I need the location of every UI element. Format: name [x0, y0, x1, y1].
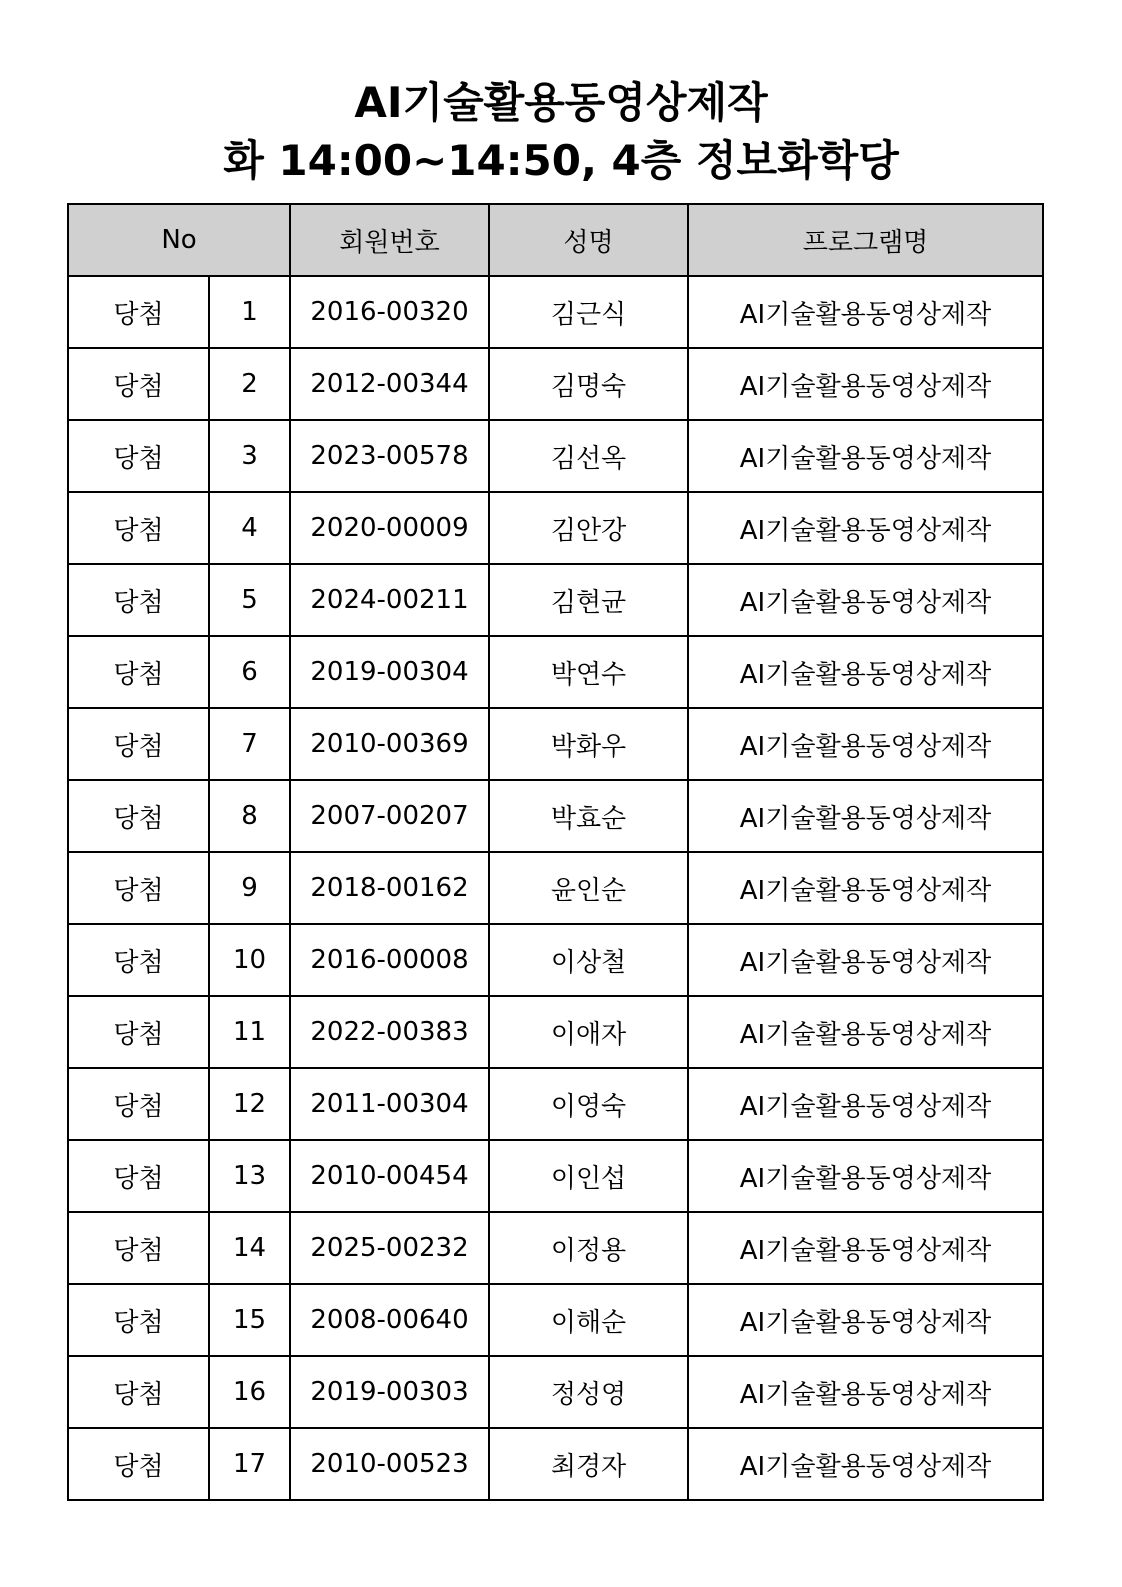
table-row — [68, 276, 1043, 348]
member-id-cell: 2011-00304 — [290, 1068, 489, 1140]
number-cell: 7 — [209, 708, 290, 780]
number-cell: 4 — [209, 492, 290, 564]
table-body — [68, 276, 1043, 1500]
program-cell: AI기술활용동영상제작 — [688, 924, 1043, 996]
table-row — [68, 1428, 1043, 1500]
table-row — [68, 348, 1043, 420]
status-cell: 당첨 — [68, 564, 209, 636]
status-cell: 당첨 — [68, 1428, 209, 1500]
member-id-cell: 2018-00162 — [290, 852, 489, 924]
table-row — [68, 996, 1043, 1068]
member-id-cell: 2010-00369 — [290, 708, 489, 780]
name-cell: 박연수 — [489, 636, 688, 708]
table-row — [68, 1140, 1043, 1212]
member-id-cell: 2024-00211 — [290, 564, 489, 636]
table-header-row — [68, 204, 1043, 276]
member-id-cell: 2007-00207 — [290, 780, 489, 852]
member-id-cell: 2023-00578 — [290, 420, 489, 492]
name-cell: 박화우 — [489, 708, 688, 780]
program-cell: AI기술활용동영상제작 — [688, 636, 1043, 708]
status-cell: 당첨 — [68, 1140, 209, 1212]
winners-table — [67, 203, 1044, 1501]
header-name: 성명 — [489, 204, 688, 276]
table-row — [68, 1356, 1043, 1428]
name-cell: 윤인순 — [489, 852, 688, 924]
status-cell: 당첨 — [68, 1068, 209, 1140]
name-cell: 이상철 — [489, 924, 688, 996]
table-row — [68, 1284, 1043, 1356]
program-cell: AI기술활용동영상제작 — [688, 1212, 1043, 1284]
table-row — [68, 420, 1043, 492]
status-cell: 당첨 — [68, 636, 209, 708]
program-cell: AI기술활용동영상제작 — [688, 420, 1043, 492]
status-cell: 당첨 — [68, 708, 209, 780]
program-cell: AI기술활용동영상제작 — [688, 780, 1043, 852]
number-cell: 12 — [209, 1068, 290, 1140]
program-cell: AI기술활용동영상제작 — [688, 1428, 1043, 1500]
table-row — [68, 1212, 1043, 1284]
member-id-cell: 2022-00383 — [290, 996, 489, 1068]
member-id-cell: 2008-00640 — [290, 1284, 489, 1356]
status-cell: 당첨 — [68, 348, 209, 420]
header-program: 프로그램명 — [688, 204, 1043, 276]
member-id-cell: 2010-00523 — [290, 1428, 489, 1500]
number-cell: 13 — [209, 1140, 290, 1212]
number-cell: 5 — [209, 564, 290, 636]
program-cell: AI기술활용동영상제작 — [688, 996, 1043, 1068]
header-member-id: 회원번호 — [290, 204, 489, 276]
title-program: AI기술활용동영상제작 — [354, 78, 768, 127]
status-cell: 당첨 — [68, 492, 209, 564]
name-cell: 이영숙 — [489, 1068, 688, 1140]
number-cell: 8 — [209, 780, 290, 852]
name-cell: 김명숙 — [489, 348, 688, 420]
program-cell: AI기술활용동영상제작 — [688, 1356, 1043, 1428]
number-cell: 17 — [209, 1428, 290, 1500]
member-id-cell: 2025-00232 — [290, 1212, 489, 1284]
table-row — [68, 564, 1043, 636]
status-cell: 당첨 — [68, 996, 209, 1068]
table-row — [68, 924, 1043, 996]
name-cell: 최경자 — [489, 1428, 688, 1500]
table-row — [68, 1068, 1043, 1140]
program-cell: AI기술활용동영상제작 — [688, 348, 1043, 420]
name-cell: 김안강 — [489, 492, 688, 564]
program-cell: AI기술활용동영상제작 — [688, 1140, 1043, 1212]
status-cell: 당첨 — [68, 780, 209, 852]
number-cell: 1 — [209, 276, 290, 348]
name-cell: 이해순 — [489, 1284, 688, 1356]
name-cell: 김현균 — [489, 564, 688, 636]
number-cell: 9 — [209, 852, 290, 924]
status-cell: 당첨 — [68, 1212, 209, 1284]
number-cell: 3 — [209, 420, 290, 492]
name-cell: 김근식 — [489, 276, 688, 348]
name-cell: 이애자 — [489, 996, 688, 1068]
member-id-cell: 2019-00303 — [290, 1356, 489, 1428]
program-cell: AI기술활용동영상제작 — [688, 1284, 1043, 1356]
table-row — [68, 636, 1043, 708]
header-no: No — [68, 204, 290, 276]
program-cell: AI기술활용동영상제작 — [688, 708, 1043, 780]
table-row — [68, 492, 1043, 564]
name-cell: 이인섭 — [489, 1140, 688, 1212]
number-cell: 16 — [209, 1356, 290, 1428]
program-cell: AI기술활용동영상제작 — [688, 564, 1043, 636]
number-cell: 6 — [209, 636, 290, 708]
status-cell: 당첨 — [68, 1356, 209, 1428]
status-cell: 당첨 — [68, 1284, 209, 1356]
status-cell: 당첨 — [68, 924, 209, 996]
name-cell: 이정용 — [489, 1212, 688, 1284]
status-cell: 당첨 — [68, 852, 209, 924]
name-cell: 김선옥 — [489, 420, 688, 492]
number-cell: 14 — [209, 1212, 290, 1284]
program-cell: AI기술활용동영상제작 — [688, 492, 1043, 564]
program-cell: AI기술활용동영상제작 — [688, 1068, 1043, 1140]
status-cell: 당첨 — [68, 420, 209, 492]
member-id-cell: 2020-00009 — [290, 492, 489, 564]
program-cell: AI기술활용동영상제작 — [688, 852, 1043, 924]
name-cell: 박효순 — [489, 780, 688, 852]
member-id-cell: 2016-00008 — [290, 924, 489, 996]
title-schedule: 화 14:00~14:50, 4층 정보화학당 — [223, 136, 899, 185]
member-id-cell: 2012-00344 — [290, 348, 489, 420]
member-id-cell: 2019-00304 — [290, 636, 489, 708]
page-title — [0, 74, 1122, 190]
name-cell: 정성영 — [489, 1356, 688, 1428]
table-row — [68, 852, 1043, 924]
number-cell: 2 — [209, 348, 290, 420]
program-cell: AI기술활용동영상제작 — [688, 276, 1043, 348]
number-cell: 15 — [209, 1284, 290, 1356]
number-cell: 10 — [209, 924, 290, 996]
number-cell: 11 — [209, 996, 290, 1068]
table-row — [68, 780, 1043, 852]
member-id-cell: 2016-00320 — [290, 276, 489, 348]
table-row — [68, 708, 1043, 780]
member-id-cell: 2010-00454 — [290, 1140, 489, 1212]
status-cell: 당첨 — [68, 276, 209, 348]
